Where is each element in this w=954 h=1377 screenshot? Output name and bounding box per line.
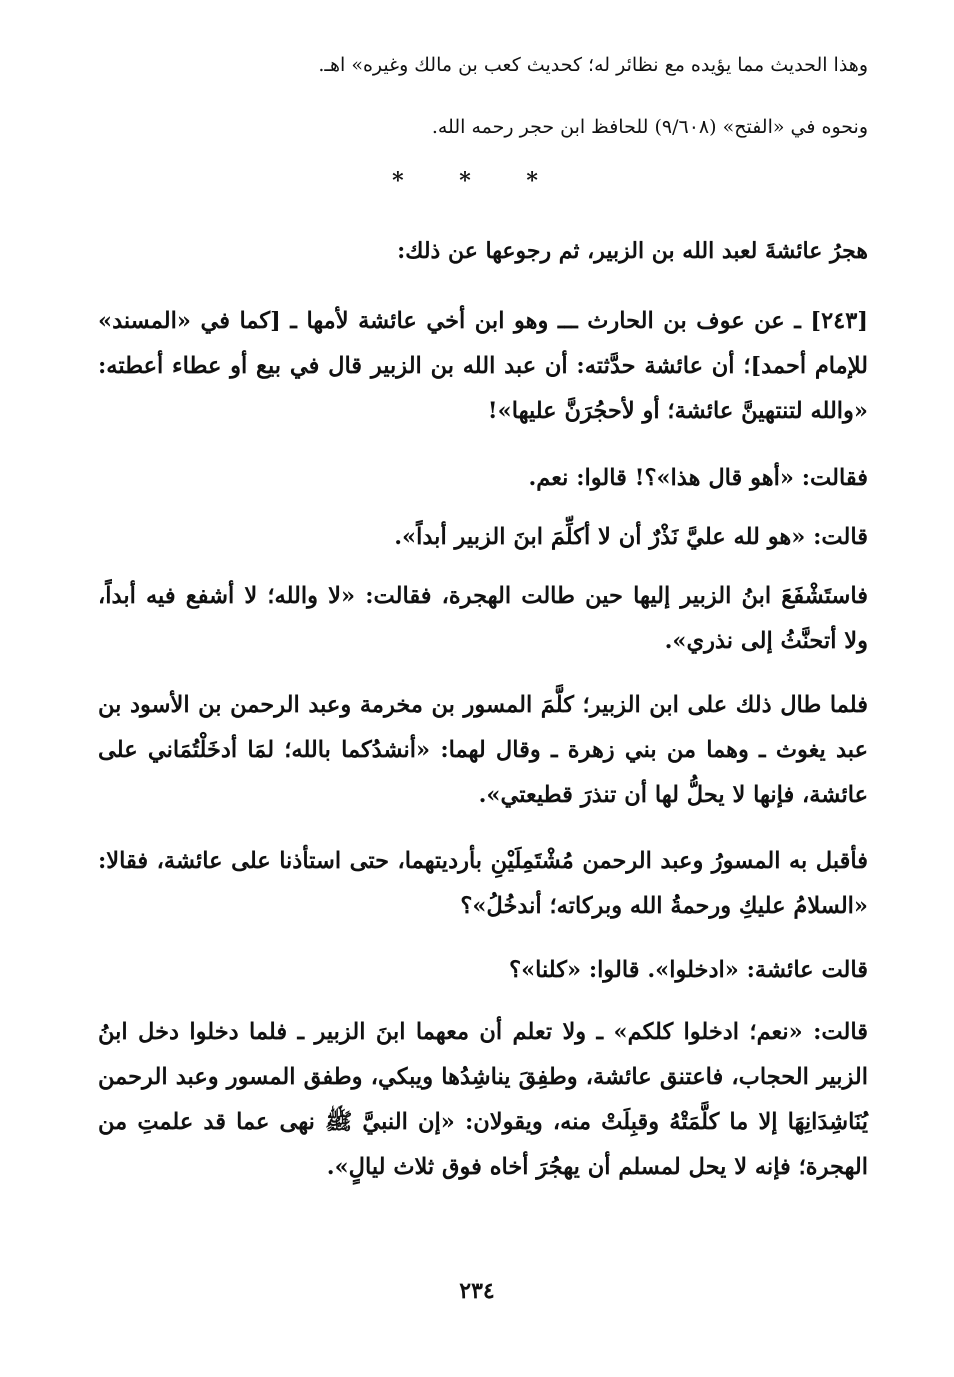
paragraph-1-block: [98, 299, 868, 434]
paragraph-3-block: [98, 515, 868, 560]
paragraph: قالت: «هو لله عليَّ نَذْرٌ أن لا أكلِّمَ ابنَ الزبير أبداً».: [394, 524, 868, 550]
paragraph: فقالت: «أهو قال هذا»؟! قالوا: نعم.: [528, 465, 868, 491]
paragraph: قالت: «نعم؛ ادخلوا كلكم» ـ ولا تعلم أن معهما ابنَ الزبير ـ فلما دخلوا دخل ابنُ الزبير الحجاب، فاعتنق عائشة، وطفِقَ يناشِدُها ويبكي، وطفق المسور وعبد الرحمن يُنَاشِدَانِهَا إلا ما كلَّمَتْهُ وقبِلَتْ منه، ويقولان: «إن النبيَّ ﷺ نهى عما قد علمتِ من الهجرة؛ فإنه لا يحل لمسلم أن يهجُرَ أخاه فوق ثلاث ليالٍ».: [98, 1019, 868, 1180]
section-title: هجرُ عائشةَ لعبد الله بن الزبير، ثم رجوعها عن ذلك:: [397, 238, 868, 264]
intro-line-2: ونحوه في «الفتح» (٩/٦٠٨) للحافظ ابن حجر رحمه الله.: [431, 116, 868, 138]
paragraph-5-block: [98, 683, 868, 818]
paragraph: فلما طال ذلك على ابن الزبير؛ كلَّمَ المسور بن مخرمة وعبد الرحمن بن الأسود بن عبد يغوث ـ وهما من بني زهرة ـ وقال لهما: «أنشدُكما بالله؛ لمَا أدخَلْتُمَاني على عائشة، فإنها لا يحلُّ لها أن تنذرَ قطيعتي».: [98, 692, 868, 808]
paragraph: فاستَشْفَعَ ابنُ الزبير إليها حين طالت الهجرة، فقالت: «لا والله؛ لا أشفع فيه أبداً، ولا أتحنَّثُ إلى نذري».: [98, 583, 868, 654]
paragraph-2-block: [98, 456, 868, 501]
section-divider: * * *: [392, 168, 562, 194]
page-number: ٢٣٤: [459, 1278, 495, 1304]
paragraph-4-block: [98, 574, 868, 664]
paragraph-6-block: [98, 839, 868, 929]
paragraph-8-block: [98, 1010, 868, 1190]
paragraph: [٢٤٣] ـ عن عوف بن الحارث ـــ وهو ابن أخي عائشة لأمها ـ [كما في «المسند» للإمام أحمد]؛ أن عائشة حدَّثته: أن عبد الله بن الزبير قال في بيع أو عطاء أعطته: «والله لتنتهينَّ عائشة؛ أو لأحجُرَنَّ عليها»!: [98, 308, 868, 424]
paragraph-7-block: [98, 948, 868, 993]
intro-line-1: وهذا الحديث مما يؤيده مع نظائر له؛ كحديث كعب بن مالك وغيره» اهـ.: [318, 54, 868, 76]
paragraph: قالت عائشة: «ادخلوا». قالوا: «كلنا»؟: [509, 957, 868, 983]
paragraph: فأقبل به المسورُ وعبد الرحمن مُشْتَمِلَيْنِ بأرديتهما، حتى استأذنا على عائشة، فقالا: «السلامُ عليكِ ورحمةُ الله وبركاته؛ أندخُلُ»؟: [98, 848, 868, 919]
